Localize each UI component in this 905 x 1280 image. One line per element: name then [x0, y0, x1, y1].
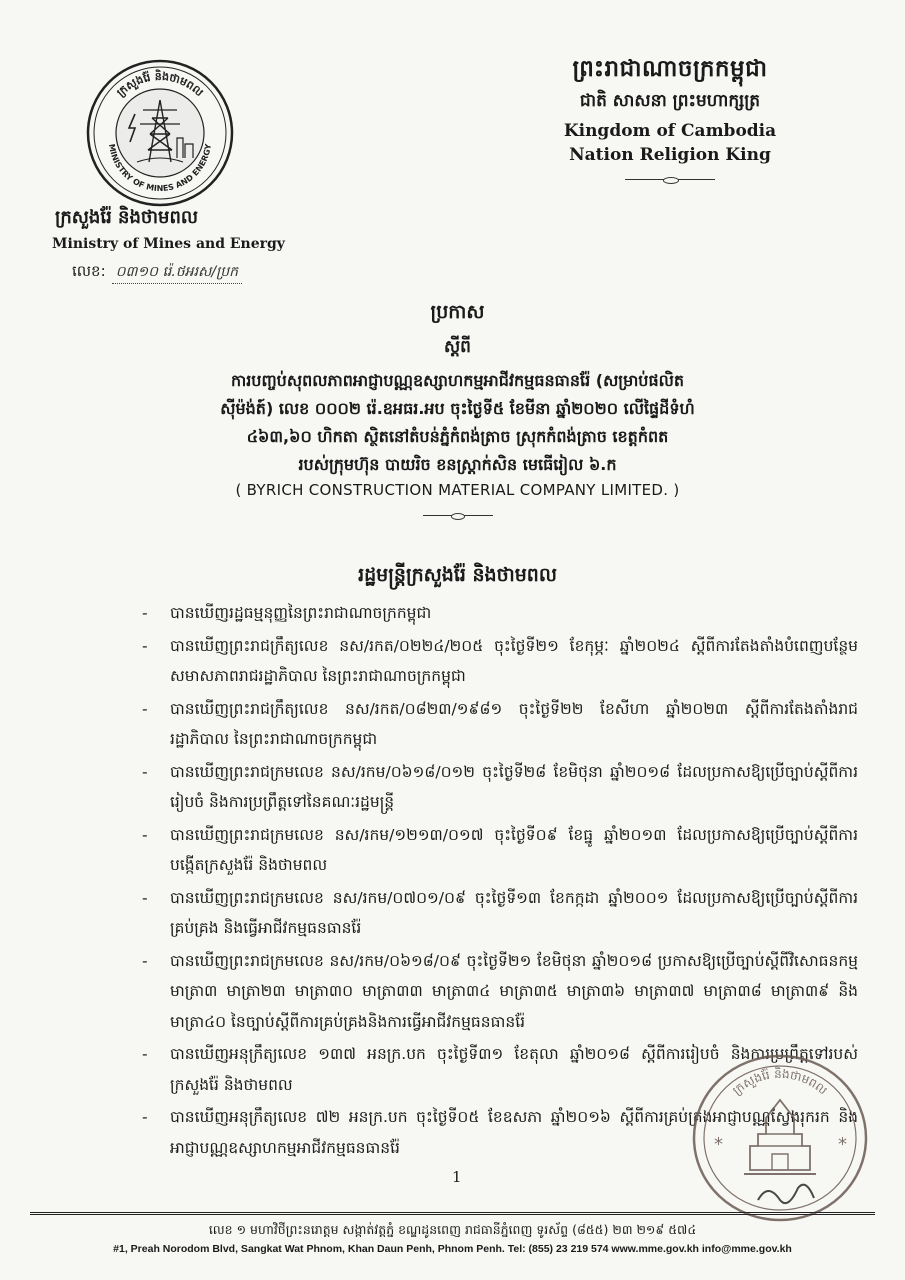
footer-divider — [30, 1212, 875, 1215]
ref-label: លេខ: — [72, 262, 106, 280]
decorative-divider — [625, 177, 715, 183]
ministry-name-en: Ministry of Mines and Energy — [52, 236, 285, 252]
recital-item: - បានឃើញអនុក្រឹត្យលេខ ១៣៧ អនក្រ.បក ចុះថ្ងៃទី៣១ ខែតុលា ឆ្នាំ២០១៨ ស្តីពីការរៀបចំ និងការប្រព្រឹត្តទៅរបស់ក្រសួងរ៉ែ និងថាមពល — [138, 1039, 858, 1100]
kingdom-header — [520, 55, 820, 183]
recital-item: - បានឃើញអនុក្រឹត្យលេខ ៧២ អនក្រ.បក ចុះថ្ងៃទី០៥ ខែឧសភា ឆ្នាំ២០១៦ ស្តីពីការគ្រប់គ្រងអាជ្ញាបណ្ណស្វែងរុករក និងអាជ្ញាបណ្ណឧស្សាហកម្មអាជីវកម្មធនធានរ៉ែ — [138, 1102, 858, 1163]
official-stamp-icon — [688, 1050, 873, 1225]
ministry-seal-icon — [85, 58, 235, 208]
subject-line: ការបញ្ចប់សុពលភាពអាជ្ញាបណ្ណឧស្សាហកម្មអាជីវកម្មធនធានរ៉ែ (សម្រាប់ផលិត — [230, 371, 685, 390]
subject-line: ស៊ីម៉ង់ត៍) លេខ ០០០២ រ៉េ.ឧអធរ.អប ចុះថ្ងៃទី៥ ខែមីនា ឆ្នាំ២០២០ លើផ្ទៃដីទំហំ — [220, 399, 695, 418]
recital-item: - បានឃើញព្រះរាជក្រមលេខ នស/រកម/០៧០១/០៩ ចុះថ្ងៃទី១៣ ខែកក្កដា ឆ្នាំ២០០១ ដែលប្រកាសឱ្យប្រើច្បាប់ស្តីពីការគ្រប់គ្រង និងធ្វើអាជីវកម្មធនធានរ៉ែ — [138, 883, 858, 944]
svg-text:ក្រសួងរ៉ែ និងថាមពល: ក្រសួងរ៉ែ និងថាមពល — [114, 69, 206, 100]
subject-line: ៤៦៣,៦០ ហិកតា ស្ថិតនៅតំបន់ភ្នំកំពង់ត្រាច ស្រុកកំពង់ត្រាច ខេត្តកំពត — [246, 427, 669, 446]
svg-text:*: * — [714, 1134, 723, 1155]
document-about: ស្តីពី — [444, 337, 471, 357]
decorative-divider — [423, 513, 493, 519]
national-motto-en: Nation Religion King — [569, 145, 771, 165]
ministry-name-km: ក្រសួងរ៉ែ និងថាមពល — [55, 207, 199, 228]
document-type: ប្រកាស — [430, 301, 485, 323]
recital-item: - បានឃើញព្រះរាជក្រឹត្យលេខ នស/រកត/០២២៤/២០៥ ចុះថ្ងៃទី២១ ខែកុម្ភៈ ឆ្នាំ២០២៤ ស្តីពីការតែងតាំងបំពេញបន្ថែមសមាសភាពរាជរដ្ឋាភិបាល នៃព្រះរាជាណាចក្រកម្ពុជា — [138, 631, 858, 692]
document-title-block — [100, 300, 815, 519]
recital-item: - បានឃើញព្រះរាជក្រឹត្យលេខ នស/រកត/០៨២៣/១៩៨១ ចុះថ្ងៃទី២២ ខែសីហា ឆ្នាំ២០២៣ ស្តីពីការតែងតាំងរាជរដ្ឋាភិបាល នៃព្រះរាជាណាចក្រកម្ពុជា — [138, 694, 858, 755]
recital-item: - បានឃើញព្រះរាជក្រមលេខ នស/រកម/០៦១៨/០៩ ចុះថ្ងៃទី២១ ខែមិថុនា ឆ្នាំ២០១៨ ប្រកាសឱ្យប្រើច្បាប់ស្តីពីវិសោធនកម្មមាត្រា៣ មាត្រា២៣ មាត្រា៣០ មាត្រា៣៣ មាត្រា៣៤ មាត្រា៣៥ មាត្រា៣៦ មាត្រា៣៧ មាត្រា៣៨ មាត្រា៣៩ និងមាត្រា៤០ នៃច្បាប់ស្តីពីការគ្រប់គ្រងនិងការធ្វើអាជីវកម្មធនធានរ៉ែ — [138, 946, 858, 1038]
svg-text:MINISTRY OF MINES AND ENERGY: MINISTRY OF MINES AND ENERGY — [107, 143, 213, 194]
reference-number-row — [72, 262, 242, 284]
subject-line: របស់ក្រុមហ៊ុន បាយរិច ខនស្ត្រាក់សិន មេធើរៀល ៦.ក — [298, 455, 617, 474]
recital-item: - បានឃើញព្រះរាជក្រមលេខ នស/រកម/០៦១៨/០១២ ចុះថ្ងៃទី២៨ ខែមិថុនា ឆ្នាំ២០១៨ ដែលប្រកាសឱ្យប្រើច្បាប់ស្តីពីការរៀបចំ និងការប្រព្រឹត្តទៅនៃគណៈរដ្ឋមន្ត្រី — [138, 757, 858, 818]
recital-item: - បានឃើញព្រះរាជក្រមលេខ នស/រកម/១២១៣/០១៧ ចុះថ្ងៃទី០៩ ខែធ្នូ ឆ្នាំ២០១៣ ដែលប្រកាសឱ្យប្រើច្បាប់ស្តីពីការបង្កើតក្រសួងរ៉ែ និងថាមពល — [138, 820, 858, 881]
minister-title: រដ្ឋមន្ត្រីក្រសួងរ៉ែ និងថាមពល — [358, 564, 557, 586]
recital-item: - បានឃើញរដ្ឋធម្មនុញ្ញនៃព្រះរាជាណាចក្រកម្ពុជា — [138, 598, 858, 629]
kingdom-name-km: ព្រះរាជាណាចក្រកម្ពុជា — [572, 56, 768, 82]
svg-text:*: * — [838, 1134, 847, 1155]
footer-address-km: លេខ ១ មហាវិថីព្រះនរោត្តម សង្កាត់វត្តភ្នំ ខណ្ឌដូនពេញ រាជធានីភ្នំពេញ ទូរស័ព្ទ (៨៥៥) ២៣ ២១៩ ៥៧៤ — [208, 1222, 697, 1237]
document-subject — [100, 367, 815, 479]
footer-address-en: #1, Preah Norodom Blvd, Sangkat Wat Phnom, Khan Daun Penh, Phnom Penh. Tel: (855) 23 219 574 www.mme.gov.kh info@mme.gov.kh — [113, 1243, 792, 1255]
page-number: 1 — [452, 1168, 462, 1186]
ref-value: ០៣១០ រ៉េ.ថអរស/ប្រក — [112, 262, 242, 284]
svg-text:ក្រសួងរ៉ែ និងថាមពល: ក្រសួងរ៉ែ និងថាមពល — [729, 1066, 831, 1098]
national-motto-km: ជាតិ សាសនា ព្រះមហាក្សត្រ — [579, 91, 761, 111]
company-name-en: ( BYRICH CONSTRUCTION MATERIAL COMPANY LIMITED. ) — [235, 481, 680, 499]
kingdom-name-en: Kingdom of Cambodia — [563, 121, 777, 141]
